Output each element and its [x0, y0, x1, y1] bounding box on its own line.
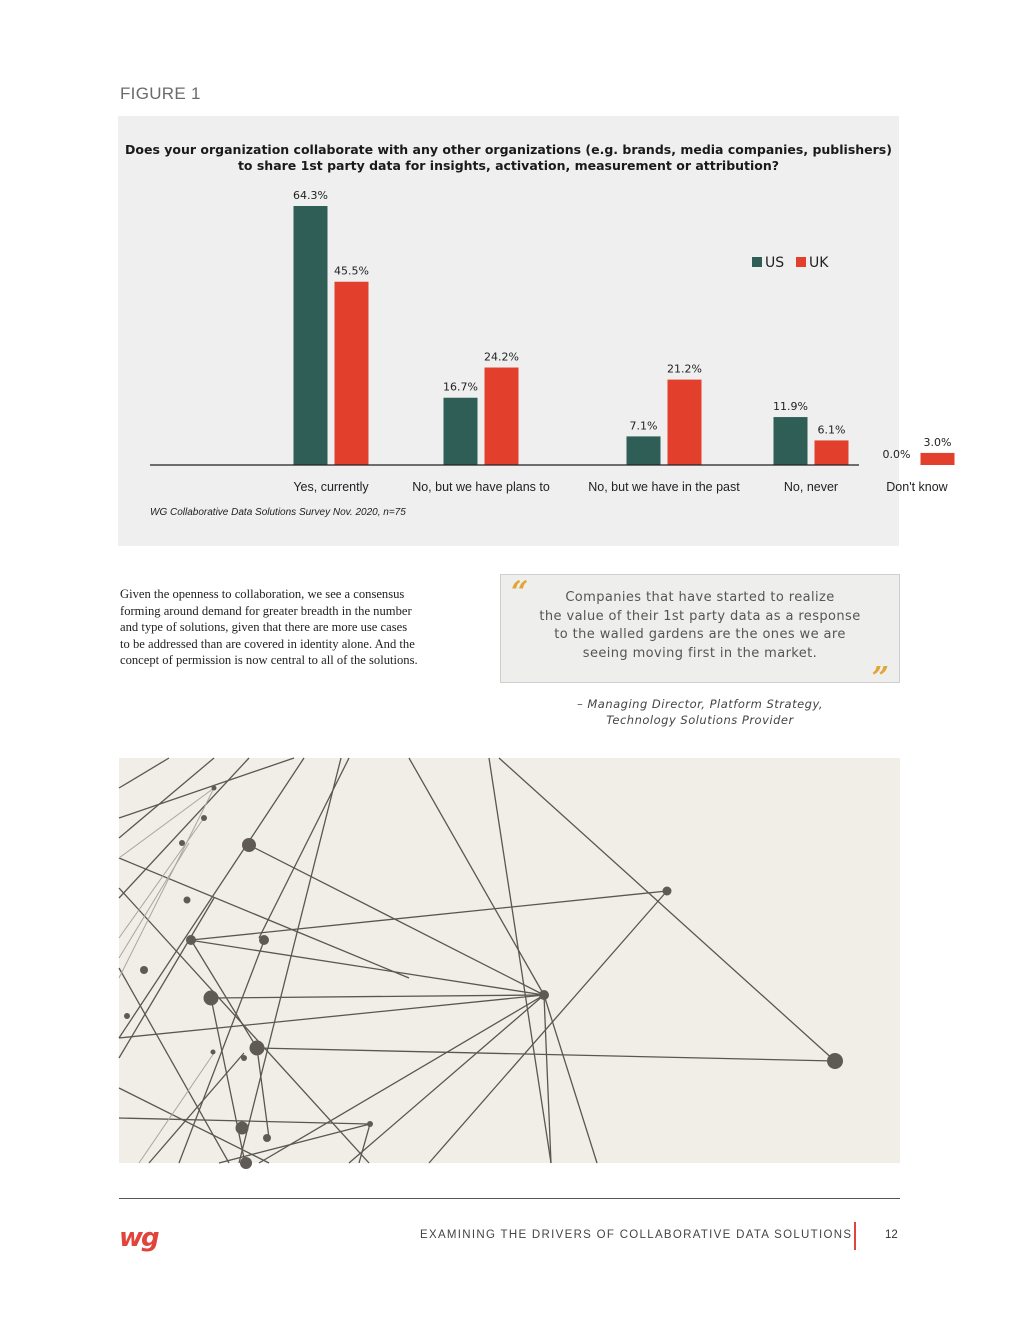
chart-title-line: Does your organization collaborate with any other organizations (e.g. brands, media companies, publishers): [125, 142, 892, 157]
data-label: 45.5%: [334, 264, 369, 278]
legend-swatch-us: [752, 257, 762, 267]
data-label: 6.1%: [817, 423, 846, 437]
quote-text: [501, 589, 899, 663]
footer-title: EXAMINING THE DRIVERS OF COLLABORATIVE DATA SOLUTIONS: [420, 1229, 853, 1241]
chart-panel: [118, 116, 952, 546]
category-label: No, never: [783, 480, 839, 494]
wg-logo: wg: [119, 1223, 158, 1253]
figure-label: FIGURE 1: [120, 84, 201, 103]
close-quote-mark: ”: [871, 661, 889, 696]
quote-line: to the walled gardens are the ones we are: [554, 627, 846, 642]
network-graphic-image: [119, 758, 900, 1163]
data-label: 7.1%: [629, 419, 658, 433]
footer-divider: [854, 1222, 856, 1250]
bar-uk: [485, 368, 519, 465]
attribution-line: – Managing Director, Platform Strategy,: [576, 697, 824, 711]
attribution-line: Technology Solutions Provider: [606, 713, 794, 727]
category-label: Don't know: [886, 480, 948, 494]
quote-line: Companies that have started to realize: [565, 590, 835, 605]
bar-uk: [921, 453, 955, 465]
paragraph-line: forming around demand for greater breadth in the number: [120, 603, 412, 618]
quote-line: the value of their 1st party data as a response: [539, 608, 861, 624]
legend-label: US: [765, 255, 785, 271]
data-label: 24.2%: [484, 350, 519, 364]
legend-label: UK: [809, 255, 829, 271]
paragraph-line: concept of permission is now central to all of the solutions.: [120, 653, 418, 668]
bar-uk: [815, 440, 849, 465]
category-label: Yes, currently: [293, 480, 369, 494]
bar-us: [627, 436, 661, 465]
bar-us: [294, 206, 328, 465]
bar-uk: [335, 282, 369, 465]
data-label: 64.3%: [293, 189, 328, 202]
data-label: 0.0%: [882, 448, 911, 461]
footer-rule: [119, 1198, 900, 1199]
data-label: 3.0%: [923, 435, 952, 449]
data-label: 16.7%: [443, 380, 478, 394]
bar-chart: [118, 116, 952, 496]
network-lines-illustration: [119, 758, 900, 1163]
page-number: 12: [885, 1229, 898, 1241]
open-quote-mark: “: [511, 575, 529, 610]
quote-line: seeing moving first in the market.: [582, 645, 818, 661]
chart-title-line: to share 1st party data for insights, activation, measurement or attribution?: [237, 158, 780, 173]
paragraph-line: and type of solutions, given that there are more use cases: [120, 620, 408, 635]
category-label: No, but we have in the past: [588, 480, 740, 494]
data-label: 11.9%: [773, 400, 808, 414]
pull-quote: [500, 574, 900, 696]
legend-swatch-uk: [796, 257, 806, 267]
quote-attribution: [500, 696, 900, 728]
category-label: No, but we have plans to: [412, 480, 550, 494]
paragraph-line: to be addressed than are covered in identity alone. And the: [120, 636, 415, 651]
bar-us: [774, 417, 808, 465]
bar-us: [444, 398, 478, 465]
body-paragraph: [120, 586, 465, 669]
data-label: 21.2%: [667, 362, 702, 376]
paragraph-line: Given the openness to collaboration, we see a consensus: [120, 587, 405, 601]
bar-uk: [668, 380, 702, 465]
chart-source: WG Collaborative Data Solutions Survey Nov. 2020, n=75: [150, 507, 406, 518]
